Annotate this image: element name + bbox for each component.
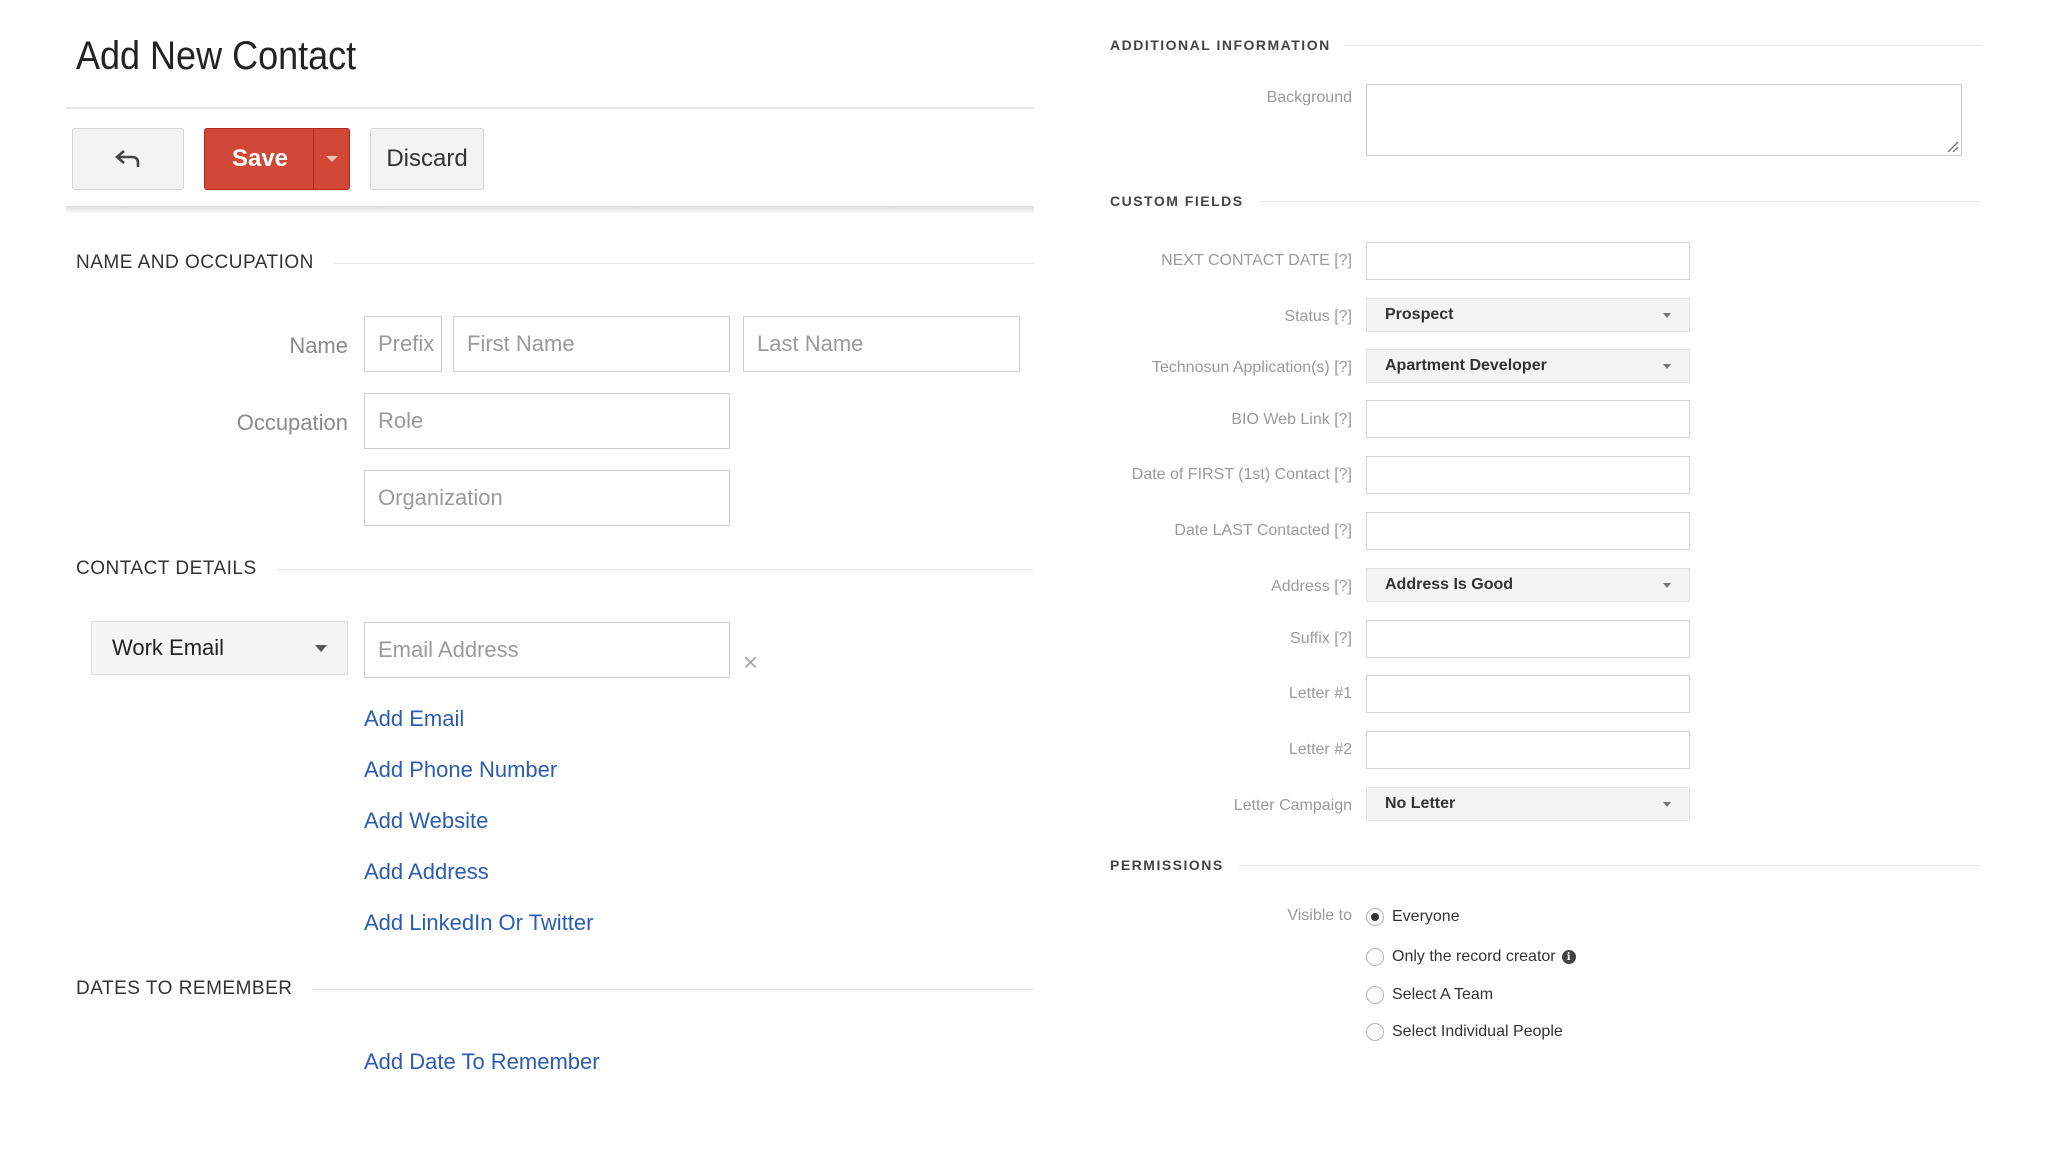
organization-input[interactable]: Organization xyxy=(364,470,730,526)
last-contacted-date-label: Date LAST Contacted [?] xyxy=(1174,522,1352,539)
add-email-link[interactable]: Add Email xyxy=(364,706,465,731)
letter-2-label: Letter #2 xyxy=(1288,741,1352,758)
save-options-dropdown[interactable] xyxy=(313,129,349,189)
divider xyxy=(312,989,1034,990)
resize-grip-icon[interactable] xyxy=(1945,139,1959,153)
technosun-application-value: Apartment Developer xyxy=(1385,357,1547,374)
next-contact-date-label: NEXT CONTACT DATE [?] xyxy=(1161,252,1352,269)
chevron-down-icon xyxy=(1663,802,1671,807)
first-name-input[interactable]: First Name xyxy=(453,316,730,372)
background-label: Background xyxy=(1266,89,1352,106)
letter-2-input[interactable] xyxy=(1366,731,1690,769)
section-custom-fields xyxy=(1110,193,1982,209)
address-status-select[interactable] xyxy=(1366,568,1690,602)
chevron-down-icon xyxy=(315,645,327,652)
add-date-link[interactable]: Add Date To Remember xyxy=(364,1049,600,1074)
info-icon[interactable]: i xyxy=(1562,950,1576,964)
permission-option-record-creator[interactable] xyxy=(1366,948,1576,966)
add-website-link[interactable]: Add Website xyxy=(364,808,489,833)
toolbar-divider xyxy=(66,206,1034,214)
suffix-input[interactable] xyxy=(1366,620,1690,658)
background-textarea[interactable] xyxy=(1366,84,1962,156)
section-title: PERMISSIONS xyxy=(1110,857,1224,873)
email-type-value: Work Email xyxy=(112,635,225,660)
prefix-input[interactable]: Prefix xyxy=(364,316,442,372)
divider xyxy=(66,107,1034,109)
technosun-application-label: Technosun Application(s) [?] xyxy=(1151,359,1352,376)
save-button[interactable] xyxy=(204,128,350,190)
bio-web-link-label: BIO Web Link [?] xyxy=(1231,411,1352,428)
address-status-label: Address [?] xyxy=(1271,578,1352,595)
letter-1-label: Letter #1 xyxy=(1288,685,1352,702)
visible-to-label: Visible to xyxy=(1287,907,1352,924)
section-dates-to-remember xyxy=(76,978,1034,1000)
divider xyxy=(334,263,1034,264)
first-contact-date-input[interactable] xyxy=(1366,456,1690,494)
section-contact-details xyxy=(76,558,1034,580)
status-label: Status [?] xyxy=(1284,308,1352,325)
section-permissions xyxy=(1110,857,1982,873)
status-value: Prospect xyxy=(1385,306,1454,323)
occupation-label: Occupation xyxy=(236,410,348,435)
chevron-down-icon xyxy=(326,156,338,162)
divider xyxy=(1345,45,1982,46)
last-contacted-date-input[interactable] xyxy=(1366,512,1690,550)
section-title: CUSTOM FIELDS xyxy=(1110,193,1244,209)
next-contact-date-input[interactable] xyxy=(1366,242,1690,280)
permission-option-label: Everyone xyxy=(1392,908,1460,925)
address-status-value: Address Is Good xyxy=(1385,576,1514,593)
divider xyxy=(1238,865,1982,866)
section-title: CONTACT DETAILS xyxy=(76,558,257,579)
section-additional-information xyxy=(1110,37,1982,53)
add-phone-number-link[interactable]: Add Phone Number xyxy=(364,757,558,782)
permission-option-label: Select A Team xyxy=(1392,986,1494,1003)
divider xyxy=(1258,201,1982,202)
permission-option-select-team[interactable] xyxy=(1366,986,1493,1004)
permission-option-label: Select Individual People xyxy=(1392,1023,1563,1040)
section-title: NAME AND OCCUPATION xyxy=(76,252,314,273)
bio-web-link-input[interactable] xyxy=(1366,400,1690,438)
section-title: DATES TO REMEMBER xyxy=(76,978,293,999)
letter-campaign-select[interactable] xyxy=(1366,787,1690,821)
radio-button[interactable] xyxy=(1366,1023,1384,1041)
chevron-down-icon xyxy=(1663,583,1671,588)
radio-button[interactable] xyxy=(1366,948,1384,966)
technosun-application-select[interactable] xyxy=(1366,349,1690,383)
status-select[interactable] xyxy=(1366,298,1690,332)
radio-button-checked[interactable] xyxy=(1366,908,1384,926)
email-type-select[interactable] xyxy=(91,621,348,675)
save-button-label: Save xyxy=(231,145,289,172)
last-name-input[interactable]: Last Name xyxy=(743,316,1020,372)
chevron-down-icon xyxy=(1663,364,1671,369)
section-title: ADDITIONAL INFORMATION xyxy=(1110,37,1331,53)
permission-option-label: Only the record creator xyxy=(1392,948,1556,965)
letter-campaign-label: Letter Campaign xyxy=(1233,797,1352,814)
discard-button[interactable]: Discard xyxy=(370,128,484,190)
letter-1-input[interactable] xyxy=(1366,675,1690,713)
first-contact-date-label: Date of FIRST (1st) Contact [?] xyxy=(1131,466,1352,483)
radio-button[interactable] xyxy=(1366,986,1384,1004)
name-label: Name xyxy=(289,333,348,358)
back-arrow-icon xyxy=(114,148,142,170)
page-title: Add New Contact xyxy=(76,34,357,78)
role-input[interactable]: Role xyxy=(364,393,730,449)
add-linkedin-twitter-link[interactable]: Add LinkedIn Or Twitter xyxy=(364,910,594,935)
suffix-label: Suffix [?] xyxy=(1290,630,1352,647)
letter-campaign-value: No Letter xyxy=(1385,795,1456,812)
add-address-link[interactable]: Add Address xyxy=(364,859,489,884)
section-name-occupation xyxy=(76,252,1034,274)
permission-option-everyone[interactable] xyxy=(1366,908,1460,926)
remove-email-icon[interactable]: × xyxy=(743,647,759,677)
chevron-down-icon xyxy=(1663,313,1671,318)
email-input[interactable]: Email Address xyxy=(364,622,730,678)
permission-option-select-people[interactable] xyxy=(1366,1023,1563,1041)
back-button[interactable] xyxy=(72,128,184,190)
divider xyxy=(277,569,1034,570)
